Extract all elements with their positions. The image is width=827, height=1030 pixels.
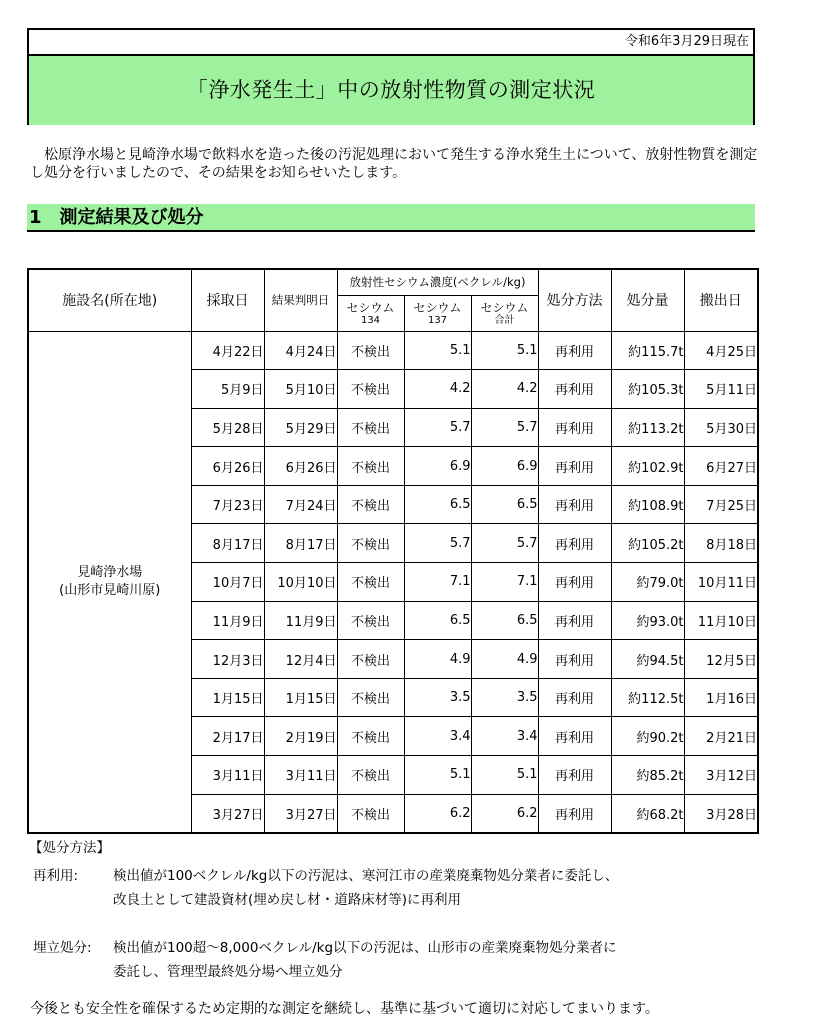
cs137-value: 4.2 <box>404 370 471 409</box>
closing-statement: 今後とも安全性を確保するため定期的な測定を継続し、基準に基づいて適切に対応してまいります。 <box>30 1001 659 1017</box>
cs134-value: 不検出 <box>337 756 404 795</box>
total-value: 6.5 <box>471 485 538 524</box>
method-value: 再利用 <box>538 331 611 370</box>
amount-value: 約102.9t <box>611 447 684 486</box>
col-cs137 <box>404 295 471 331</box>
col-sampled: 採取日 <box>191 269 264 331</box>
col-cs137-sub: 137 <box>427 314 448 326</box>
method-value: 再利用 <box>538 794 611 833</box>
amount-value: 約115.7t <box>611 331 684 370</box>
total-value: 6.5 <box>471 601 538 640</box>
col-cs134 <box>337 295 404 331</box>
col-total-label: セシウム <box>480 300 529 315</box>
cs137-value: 3.5 <box>404 678 471 717</box>
result-date: 5月29日 <box>264 408 337 447</box>
amount-value: 約113.2t <box>611 408 684 447</box>
result-date: 10月10日 <box>264 563 337 602</box>
cs134-value: 不検出 <box>337 447 404 486</box>
cs137-value: 4.9 <box>404 640 471 679</box>
cs137-value: 6.5 <box>404 485 471 524</box>
method-value: 再利用 <box>538 601 611 640</box>
sampled-date: 12月3日 <box>191 640 264 679</box>
cs137-value: 6.2 <box>404 794 471 833</box>
cs134-value: 不検出 <box>337 601 404 640</box>
method-value: 再利用 <box>538 717 611 756</box>
amount-value: 約105.2t <box>611 524 684 563</box>
total-value: 6.9 <box>471 447 538 486</box>
method-value: 再利用 <box>538 370 611 409</box>
total-value: 7.1 <box>471 563 538 602</box>
section-heading: 1 測定結果及び処分 <box>27 204 755 232</box>
results-table <box>27 268 759 834</box>
facility-location: (山形市見崎川原) <box>59 582 161 598</box>
cs137-value: 5.7 <box>404 524 471 563</box>
result-date: 8月17日 <box>264 524 337 563</box>
cs137-value: 5.1 <box>404 331 471 370</box>
sampled-date: 11月9日 <box>191 601 264 640</box>
cs134-value: 不検出 <box>337 678 404 717</box>
amount-value: 約108.9t <box>611 485 684 524</box>
page-title: 「浄水発生土」中の放射性物質の測定状況 <box>29 56 753 125</box>
total-value: 4.2 <box>471 370 538 409</box>
cs137-value: 3.4 <box>404 717 471 756</box>
col-total <box>471 295 538 331</box>
sampled-date: 5月28日 <box>191 408 264 447</box>
total-value: 6.2 <box>471 794 538 833</box>
sampled-date: 7月23日 <box>191 485 264 524</box>
cs134-value: 不検出 <box>337 640 404 679</box>
result-date: 3月11日 <box>264 756 337 795</box>
total-value: 3.5 <box>471 678 538 717</box>
methods-heading: 【処分方法】 <box>29 840 110 856</box>
amount-value: 約79.0t <box>611 563 684 602</box>
result-date: 12月4日 <box>264 640 337 679</box>
result-date: 11月9日 <box>264 601 337 640</box>
sampled-date: 1月15日 <box>191 678 264 717</box>
shipped-date: 12月5日 <box>684 640 758 679</box>
cs134-value: 不検出 <box>337 370 404 409</box>
cs134-value: 不検出 <box>337 563 404 602</box>
facility-name: 見崎浄水場 <box>77 564 143 580</box>
cs134-value: 不検出 <box>337 408 404 447</box>
sampled-date: 3月11日 <box>191 756 264 795</box>
method-value: 再利用 <box>538 447 611 486</box>
landfill-line-1: 検出値が100超～8,000ベクレル/kg以下の汚泥は、山形市の産業廃棄物処分業者に <box>113 940 617 956</box>
cs137-value: 7.1 <box>404 563 471 602</box>
table-row <box>28 331 758 370</box>
result-date: 2月19日 <box>264 717 337 756</box>
col-cs137-label: セシウム <box>413 300 462 315</box>
shipped-date: 2月21日 <box>684 717 758 756</box>
col-amount: 処分量 <box>611 269 684 331</box>
amount-value: 約85.2t <box>611 756 684 795</box>
shipped-date: 3月12日 <box>684 756 758 795</box>
sampled-date: 4月22日 <box>191 331 264 370</box>
header-box <box>27 28 755 125</box>
facility-cell <box>28 331 191 833</box>
method-value: 再利用 <box>538 640 611 679</box>
method-value: 再利用 <box>538 408 611 447</box>
landfill-label: 埋立処分: <box>33 940 92 956</box>
cs137-value: 6.5 <box>404 601 471 640</box>
reuse-label: 再利用: <box>33 868 79 884</box>
method-value: 再利用 <box>538 678 611 717</box>
cs134-value: 不検出 <box>337 485 404 524</box>
cs137-value: 5.1 <box>404 756 471 795</box>
result-date: 7月24日 <box>264 485 337 524</box>
method-value: 再利用 <box>538 485 611 524</box>
total-value: 5.7 <box>471 408 538 447</box>
col-facility: 施設名(所在地) <box>28 269 191 331</box>
total-value: 5.1 <box>471 756 538 795</box>
col-cs134-sub: 134 <box>360 314 381 326</box>
amount-value: 約93.0t <box>611 601 684 640</box>
result-date: 4月24日 <box>264 331 337 370</box>
cs134-value: 不検出 <box>337 794 404 833</box>
reuse-line-2: 改良土として建設資材(埋め戻し材・道路床材等)に再利用 <box>113 892 462 908</box>
amount-value: 約94.5t <box>611 640 684 679</box>
amount-value: 約90.2t <box>611 717 684 756</box>
col-cs134-label: セシウム <box>346 300 395 315</box>
col-shipped: 搬出日 <box>684 269 758 331</box>
shipped-date: 1月16日 <box>684 678 758 717</box>
landfill-line-2: 委託し、管理型最終処分場へ埋立処分 <box>113 964 343 980</box>
total-value: 5.1 <box>471 331 538 370</box>
shipped-date: 6月27日 <box>684 447 758 486</box>
col-total-sub: 合計 <box>494 314 515 326</box>
result-date: 5月10日 <box>264 370 337 409</box>
cs137-value: 6.9 <box>404 447 471 486</box>
shipped-date: 7月25日 <box>684 485 758 524</box>
shipped-date: 3月28日 <box>684 794 758 833</box>
shipped-date: 5月30日 <box>684 408 758 447</box>
sampled-date: 10月7日 <box>191 563 264 602</box>
sampled-date: 3月27日 <box>191 794 264 833</box>
total-value: 3.4 <box>471 717 538 756</box>
cs137-value: 5.7 <box>404 408 471 447</box>
total-value: 4.9 <box>471 640 538 679</box>
amount-value: 約105.3t <box>611 370 684 409</box>
reuse-line-1: 検出値が100ベクレル/kg以下の汚泥は、寒河江市の産業廃棄物処分業者に委託し、 <box>113 868 619 884</box>
cs134-value: 不検出 <box>337 717 404 756</box>
amount-value: 約68.2t <box>611 794 684 833</box>
shipped-date: 8月18日 <box>684 524 758 563</box>
method-value: 再利用 <box>538 563 611 602</box>
method-value: 再利用 <box>538 756 611 795</box>
amount-value: 約112.5t <box>611 678 684 717</box>
cs134-value: 不検出 <box>337 331 404 370</box>
intro-paragraph: 松原浄水場と見崎浄水場で飲料水を造った後の汚泥処理において発生する浄水発生土について、放射性物質を測定し処分を行いましたので、その結果をお知らせいたします。 <box>30 147 758 181</box>
shipped-date: 4月25日 <box>684 331 758 370</box>
sampled-date: 6月26日 <box>191 447 264 486</box>
method-value: 再利用 <box>538 524 611 563</box>
shipped-date: 5月11日 <box>684 370 758 409</box>
sampled-date: 2月17日 <box>191 717 264 756</box>
sampled-date: 8月17日 <box>191 524 264 563</box>
result-date: 1月15日 <box>264 678 337 717</box>
col-result-date: 結果判明日 <box>264 269 337 331</box>
result-date: 6月26日 <box>264 447 337 486</box>
shipped-date: 11月10日 <box>684 601 758 640</box>
col-method: 処分方法 <box>538 269 611 331</box>
total-value: 5.7 <box>471 524 538 563</box>
shipped-date: 10月11日 <box>684 563 758 602</box>
report-date: 令和6年3月29日現在 <box>29 30 753 56</box>
col-concentration: 放射性セシウム濃度(ベクレル/kg) <box>337 269 538 295</box>
cs134-value: 不検出 <box>337 524 404 563</box>
result-date: 3月27日 <box>264 794 337 833</box>
sampled-date: 5月9日 <box>191 370 264 409</box>
